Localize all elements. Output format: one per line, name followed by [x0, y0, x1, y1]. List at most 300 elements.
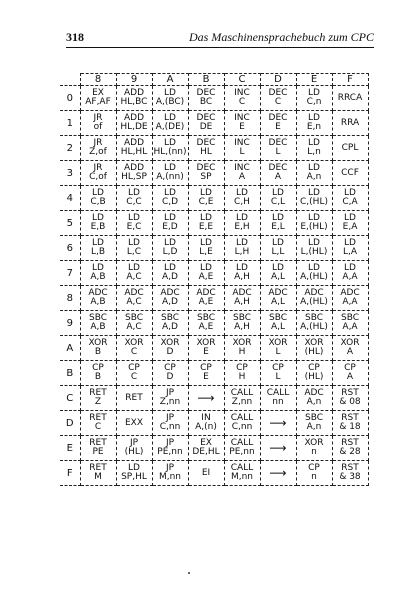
opcode-cell [332, 136, 368, 161]
operand: C [238, 97, 246, 107]
operand: HL,SP [121, 172, 147, 182]
opcode-cell [116, 461, 152, 486]
opcode-cell [152, 111, 188, 136]
operand: C,nn [231, 422, 253, 432]
opcode-cell [152, 86, 188, 111]
mnemonic: RET [89, 413, 107, 423]
operand: C,n [306, 97, 322, 107]
mnemonic: ADC [88, 288, 108, 298]
mnemonic: LD [308, 238, 320, 248]
opcode-cell [332, 361, 368, 386]
row-header: 9 [60, 311, 80, 336]
opcode-cell [332, 386, 368, 411]
mnemonic: LD [200, 213, 212, 223]
operand: A,L [270, 322, 286, 332]
mnemonic: ADC [232, 288, 252, 298]
operand: A,C [126, 322, 142, 332]
opcode-cell [152, 261, 188, 286]
mnemonic: ADC [196, 288, 216, 298]
operand: H [238, 347, 246, 357]
mnemonic: XOR [124, 338, 144, 348]
operand: C,E [198, 197, 214, 207]
mnemonic: CALL [230, 463, 254, 473]
table-corner [60, 74, 80, 86]
mnemonic: XOR [160, 338, 180, 348]
opcode-cell [188, 286, 224, 311]
mnemonic: JP [165, 388, 175, 398]
mnemonic: ADC [304, 288, 324, 298]
mnemonic: DEC [268, 163, 288, 173]
mnemonic: EX [200, 438, 212, 448]
operand: A,B [90, 322, 106, 332]
mnemonic: DEC [196, 138, 216, 148]
operand: A [238, 172, 246, 182]
mnemonic: CP [92, 363, 104, 373]
opcode-cell [152, 436, 188, 461]
opcode-cell [152, 311, 188, 336]
opcode-cell [188, 86, 224, 111]
mnemonic: RET [89, 388, 107, 398]
opcode-cell [116, 236, 152, 261]
mnemonic: XOR [196, 338, 216, 348]
page-number: 318 [66, 30, 84, 44]
operand: C,nn [159, 422, 181, 432]
mnemonic: CP [272, 363, 284, 373]
operand: L,C [126, 247, 142, 257]
column-header-row [60, 74, 368, 86]
opcode-cell [80, 311, 116, 336]
mnemonic: ADC [268, 288, 288, 298]
mnemonic: LD [236, 263, 248, 273]
opcode-cell [152, 386, 188, 411]
opcode-cell [188, 411, 224, 436]
mnemonic: LD [164, 188, 176, 198]
mnemonic: DEC [268, 88, 288, 98]
operand: A,(HL) [300, 297, 328, 307]
mnemonic: LD [236, 238, 248, 248]
opcode-cell [80, 361, 116, 386]
mnemonic: ADC [160, 288, 180, 298]
opcode-cell [116, 211, 152, 236]
mnemonic: RET [89, 438, 107, 448]
operand: A,D [162, 297, 178, 307]
opcode-cell [116, 436, 152, 461]
row-header: 5 [60, 211, 80, 236]
opcode-cell [152, 211, 188, 236]
opcode-cell [296, 436, 332, 461]
opcode-cell [260, 336, 296, 361]
arrow-icon: ⟶ [197, 390, 215, 405]
opcode-cell [188, 236, 224, 261]
mnemonic: LD [272, 238, 284, 248]
table-row [60, 161, 368, 186]
mnemonic: RET [125, 392, 143, 403]
opcode-table-body [60, 86, 368, 486]
opcode-cell [260, 86, 296, 111]
operand: PE,nn [157, 447, 183, 457]
opcode-cell [152, 336, 188, 361]
mnemonic: LD [308, 163, 320, 173]
mnemonic: LD [164, 138, 176, 148]
operand: B [94, 347, 102, 357]
opcode-cell [224, 336, 260, 361]
operand: A,n [306, 422, 322, 432]
mnemonic: XOR [304, 438, 324, 448]
opcode-cell [152, 286, 188, 311]
mnemonic: SBC [124, 313, 143, 323]
mnemonic: LD [92, 263, 104, 273]
mnemonic: LD [164, 238, 176, 248]
opcode-cell [224, 286, 260, 311]
row-header: 3 [60, 161, 80, 186]
operand: A,(HL) [300, 272, 328, 282]
operand: L,B [90, 247, 106, 257]
table-row [60, 136, 368, 161]
row-header: 4 [60, 186, 80, 211]
mnemonic: RRCA [337, 92, 363, 103]
mnemonic: SBC [304, 413, 323, 423]
operand: (HL) [304, 372, 324, 382]
page-speck [188, 572, 190, 574]
operand: M,nn [230, 472, 254, 482]
opcode-cell [296, 386, 332, 411]
operand: & 38 [339, 472, 361, 482]
row-header: B [60, 361, 80, 386]
opcode-cell [260, 361, 296, 386]
opcode-cell [332, 161, 368, 186]
opcode-cell [80, 336, 116, 361]
mnemonic: LD [128, 238, 140, 248]
row-header: 0 [60, 86, 80, 111]
operand: A,B [90, 272, 106, 282]
opcode-cell [260, 136, 296, 161]
table-row [60, 261, 368, 286]
row-header: 7 [60, 261, 80, 286]
opcode-cell [116, 86, 152, 111]
operand: A,L [270, 272, 286, 282]
opcode-cell [116, 186, 152, 211]
operand: A [274, 172, 282, 182]
opcode-cell [296, 211, 332, 236]
mnemonic: LD [308, 138, 320, 148]
mnemonic: LD [308, 113, 320, 123]
mnemonic: SBC [232, 313, 251, 323]
opcode-cell [80, 86, 116, 111]
mnemonic: RST [341, 388, 359, 398]
opcode-cell [152, 136, 188, 161]
mnemonic: JP [129, 438, 139, 448]
mnemonic: JR [93, 138, 103, 148]
operand: C,A [342, 197, 358, 207]
mnemonic: CP [128, 363, 140, 373]
operand: & 28 [339, 447, 361, 457]
operand: AF,AF [85, 97, 111, 107]
table-row [60, 286, 368, 311]
mnemonic: LD [200, 238, 212, 248]
opcode-cell [116, 311, 152, 336]
mnemonic: INC [234, 138, 250, 148]
mnemonic: CP [164, 363, 176, 373]
mnemonic: LD [236, 213, 248, 223]
operand: HL,DE [120, 122, 148, 132]
operand: DE,HL [192, 447, 220, 457]
arrow-icon: ⟶ [269, 415, 287, 430]
opcode-cell [116, 336, 152, 361]
column-header: D [260, 74, 296, 86]
opcode-cell [188, 136, 224, 161]
mnemonic: SBC [268, 313, 287, 323]
row-header: E [60, 436, 80, 461]
opcode-cell [332, 286, 368, 311]
operand: C [274, 97, 282, 107]
table-row [60, 236, 368, 261]
mnemonic: CALL [230, 388, 254, 398]
table-row [60, 111, 368, 136]
opcode-cell [188, 161, 224, 186]
mnemonic: LD [164, 88, 176, 98]
mnemonic: LD [128, 463, 140, 473]
opcode-cell [80, 436, 116, 461]
opcode-cell [224, 411, 260, 436]
row-header: 8 [60, 286, 80, 311]
operand: C,(HL) [300, 197, 328, 207]
operand: L [275, 147, 281, 157]
row-header: F [60, 461, 80, 486]
operand: A,n [306, 172, 322, 182]
opcode-cell [296, 461, 332, 486]
operand: HL,BC [120, 97, 148, 107]
operand: (HL) [124, 447, 144, 457]
mnemonic: ADC [304, 388, 324, 398]
opcode-cell [224, 236, 260, 261]
operand: B [94, 372, 102, 382]
mnemonic: LD [164, 113, 176, 123]
operand: E,C [126, 222, 142, 232]
mnemonic: LD [164, 213, 176, 223]
mnemonic: LD [344, 263, 356, 273]
operand: A [346, 347, 354, 357]
mnemonic: JP [165, 413, 175, 423]
table-row [60, 411, 368, 436]
operand: DE [199, 122, 213, 132]
opcode-cell [224, 261, 260, 286]
mnemonic: LD [128, 213, 140, 223]
mnemonic: LD [236, 188, 248, 198]
operand: SP [200, 172, 212, 182]
opcode-cell [296, 261, 332, 286]
opcode-cell [116, 411, 152, 436]
mnemonic: DEC [196, 113, 216, 123]
opcode-cell [332, 111, 368, 136]
column-header: C [224, 74, 260, 86]
mnemonic: EX [92, 88, 104, 98]
mnemonic: ADD [123, 138, 145, 148]
operand: E [275, 122, 281, 132]
opcode-cell [224, 86, 260, 111]
opcode-cell [224, 186, 260, 211]
opcode-cell [296, 236, 332, 261]
mnemonic: CP [344, 363, 356, 373]
operand: M [94, 472, 102, 482]
operand: A,n [306, 397, 322, 407]
operand: PE [92, 447, 104, 457]
operand: A,E [198, 322, 214, 332]
operand: C,H [234, 197, 250, 207]
column-header: A [152, 74, 188, 86]
table-row [60, 361, 368, 386]
mnemonic: DEC [196, 88, 216, 98]
opcode-cell [332, 461, 368, 486]
operand: & 08 [339, 397, 361, 407]
opcode-cell [260, 311, 296, 336]
mnemonic: CALL [266, 388, 290, 398]
row-header: 6 [60, 236, 80, 261]
operand: HL,HL [120, 147, 148, 157]
mnemonic: XOR [88, 338, 108, 348]
operand: A,E [198, 272, 214, 282]
opcode-cell [188, 261, 224, 286]
operand: & 18 [339, 422, 361, 432]
opcode-cell [188, 461, 224, 486]
opcode-cell [296, 136, 332, 161]
operand: Z [94, 397, 102, 407]
operand: L,A [342, 247, 358, 257]
mnemonic: DEC [268, 113, 288, 123]
opcode-cell [152, 161, 188, 186]
operand: of [93, 122, 103, 132]
mnemonic: XOR [304, 338, 324, 348]
mnemonic: LD [92, 213, 104, 223]
operand: PE,nn [229, 447, 255, 457]
operand: E,H [234, 222, 250, 232]
column-header: B [188, 74, 224, 86]
mnemonic: LD [164, 263, 176, 273]
mnemonic: CP [200, 363, 212, 373]
book-title: Das Maschinensprachebuch zum CPC [189, 30, 374, 44]
mnemonic: ADD [123, 88, 145, 98]
opcode-cell [332, 211, 368, 236]
operand: E,A [342, 222, 358, 232]
mnemonic: LD [92, 238, 104, 248]
opcode-cell [116, 111, 152, 136]
mnemonic: CP [236, 363, 248, 373]
operand: C,of [89, 172, 107, 182]
opcode-cell [332, 311, 368, 336]
mnemonic: CALL [230, 438, 254, 448]
operand: Z,nn [159, 397, 181, 407]
mnemonic: ADD [123, 113, 145, 123]
mnemonic: LD [344, 238, 356, 248]
mnemonic: LD [272, 188, 284, 198]
opcode-cell [188, 361, 224, 386]
operand: A,H [234, 272, 250, 282]
opcode-cell [224, 311, 260, 336]
column-header: F [332, 74, 368, 86]
opcode-cell [332, 336, 368, 361]
opcode-cell [332, 186, 368, 211]
operand: nn [272, 397, 284, 407]
opcode-cell [152, 461, 188, 486]
mnemonic: LD [272, 213, 284, 223]
mnemonic: ADC [340, 288, 360, 298]
opcode-cell [296, 361, 332, 386]
operand: C,L [270, 197, 286, 207]
operand: E,B [90, 222, 106, 232]
opcode-cell [332, 436, 368, 461]
opcode-cell [224, 161, 260, 186]
opcode-cell [80, 161, 116, 186]
mnemonic: JP [165, 463, 175, 473]
opcode-cell [332, 86, 368, 111]
arrow-icon: ⟶ [269, 440, 287, 455]
operand: HL [200, 147, 212, 157]
operand: n [311, 447, 317, 457]
column-header: 9 [116, 74, 152, 86]
opcode-cell [80, 211, 116, 236]
opcode-table [60, 73, 369, 486]
operand: E,E [198, 222, 214, 232]
opcode-cell [188, 336, 224, 361]
mnemonic: LD [92, 188, 104, 198]
opcode-cell [80, 136, 116, 161]
opcode-cell [152, 361, 188, 386]
table-row [60, 386, 368, 411]
opcode-cell [116, 261, 152, 286]
column-header: 8 [80, 74, 116, 86]
opcode-cell [296, 161, 332, 186]
opcode-cell [152, 186, 188, 211]
mnemonic: JR [93, 113, 103, 123]
opcode-cell [260, 436, 296, 461]
operand: E,L [271, 222, 285, 232]
opcode-cell [332, 411, 368, 436]
operand: M,nn [158, 472, 182, 482]
operand: E [239, 122, 245, 132]
opcode-cell [224, 361, 260, 386]
operand: L,(HL) [300, 247, 328, 257]
opcode-cell [260, 211, 296, 236]
operand: E [203, 372, 209, 382]
mnemonic: LD [308, 188, 320, 198]
operand: C,C [126, 197, 142, 207]
opcode-cell [296, 186, 332, 211]
opcode-cell [296, 311, 332, 336]
table-row [60, 461, 368, 486]
operand: A,(HL) [300, 322, 328, 332]
table-row [60, 186, 368, 211]
mnemonic: SBC [160, 313, 179, 323]
operand: L [275, 372, 281, 382]
opcode-cell [260, 261, 296, 286]
operand: (HL) [304, 347, 324, 357]
operand: C,D [161, 197, 179, 207]
operand: Z,of [89, 147, 107, 157]
operand: A,A [342, 272, 358, 282]
row-header: D [60, 411, 80, 436]
mnemonic: JR [93, 163, 103, 173]
mnemonic: SBC [340, 313, 359, 323]
mnemonic: LD [344, 213, 356, 223]
operand: E,(HL) [300, 222, 328, 232]
opcode-cell [116, 386, 152, 411]
opcode-cell [188, 111, 224, 136]
opcode-cell [296, 86, 332, 111]
operand: E,n [306, 122, 322, 132]
mnemonic: DEC [196, 163, 216, 173]
operand: A,(n) [195, 422, 217, 432]
operand: C [130, 347, 138, 357]
mnemonic: LD [308, 88, 320, 98]
